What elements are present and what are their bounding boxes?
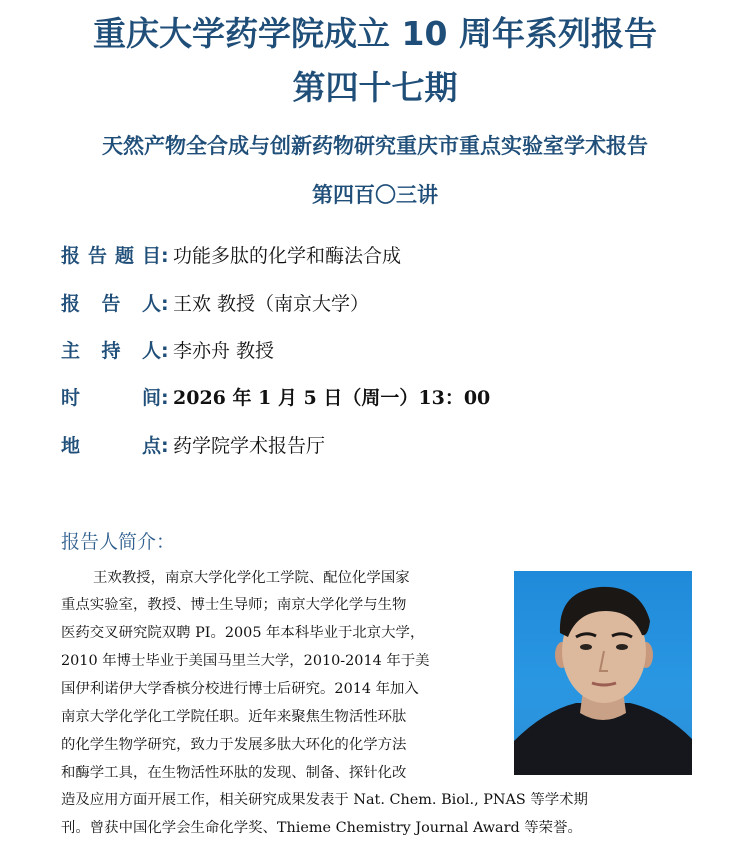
bio-line: 医药交叉研究院双聘 PI。2005 年本科毕业于北京大学， <box>61 625 425 641</box>
bio-line: 的化学生物学研究，致力于发展多肽大环化的化学方法 <box>61 737 407 753</box>
bio-heading: 报告人简介： <box>61 531 176 553</box>
topic-value: 功能多肽的化学和酶法合成 <box>173 245 402 267</box>
title-line-1: 重庆大学药学院成立 10 周年系列报告 <box>93 14 657 53</box>
info-row-host <box>61 336 274 366</box>
time-value: 2026 年 1 月 5 日（周一）13：00 <box>173 387 491 409</box>
info-row-time <box>61 383 490 413</box>
bio-line: 2010 年博士毕业于美国马里兰大学，2010-2014 年于美 <box>61 653 430 669</box>
bio-line: 和酶学工具，在生物活性环肽的发现、制备、探针化改 <box>61 765 407 781</box>
subtitle-line-2: 第四百〇三讲 <box>312 183 438 207</box>
info-row-place <box>61 431 325 461</box>
bio-line: 重点实验室，教授、博士生导师；南京大学化学与生物 <box>61 597 407 613</box>
bio-line: 王欢教授，南京大学化学化工学院、配位化学国家 <box>93 570 410 586</box>
time-label: 时间 <box>61 387 161 409</box>
host-label: 主持人 <box>61 340 161 362</box>
title-line-2: 第四十七期 <box>292 68 458 107</box>
bio-line: 南京大学化学化工学院任职。近年来聚焦生物活性环肽 <box>61 709 407 725</box>
host-value: 李亦舟 教授 <box>173 340 275 362</box>
time-colon: : <box>161 387 169 409</box>
bio-line: 造及应用方面开展工作，相关研究成果发表于 Nat. Chem. Biol., PNAS 等学术期 <box>61 792 588 808</box>
topic-colon: : <box>161 245 169 267</box>
portrait-illustration <box>514 571 692 775</box>
topic-label: 报告题目 <box>61 245 161 267</box>
bio-line: 刊。曾获中国化学会生命化学奖、Thieme Chemistry Journal Award 等荣誉。 <box>61 820 582 836</box>
bio-line: 国伊利诺伊大学香槟分校进行博士后研究。2014 年加入 <box>61 681 419 697</box>
place-value: 药学院学术报告厅 <box>173 435 326 457</box>
speaker-colon: : <box>161 293 169 315</box>
speaker-value: 王欢 教授（南京大学） <box>173 293 370 315</box>
place-label: 地点 <box>61 435 161 457</box>
speaker-label: 报告人 <box>61 293 161 315</box>
info-row-speaker <box>61 289 369 319</box>
speaker-photo <box>514 571 692 775</box>
host-colon: : <box>161 340 169 362</box>
place-colon: : <box>161 435 169 457</box>
subtitle-line-1: 天然产物全合成与创新药物研究重庆市重点实验室学术报告 <box>102 134 648 158</box>
info-row-topic <box>61 241 401 271</box>
